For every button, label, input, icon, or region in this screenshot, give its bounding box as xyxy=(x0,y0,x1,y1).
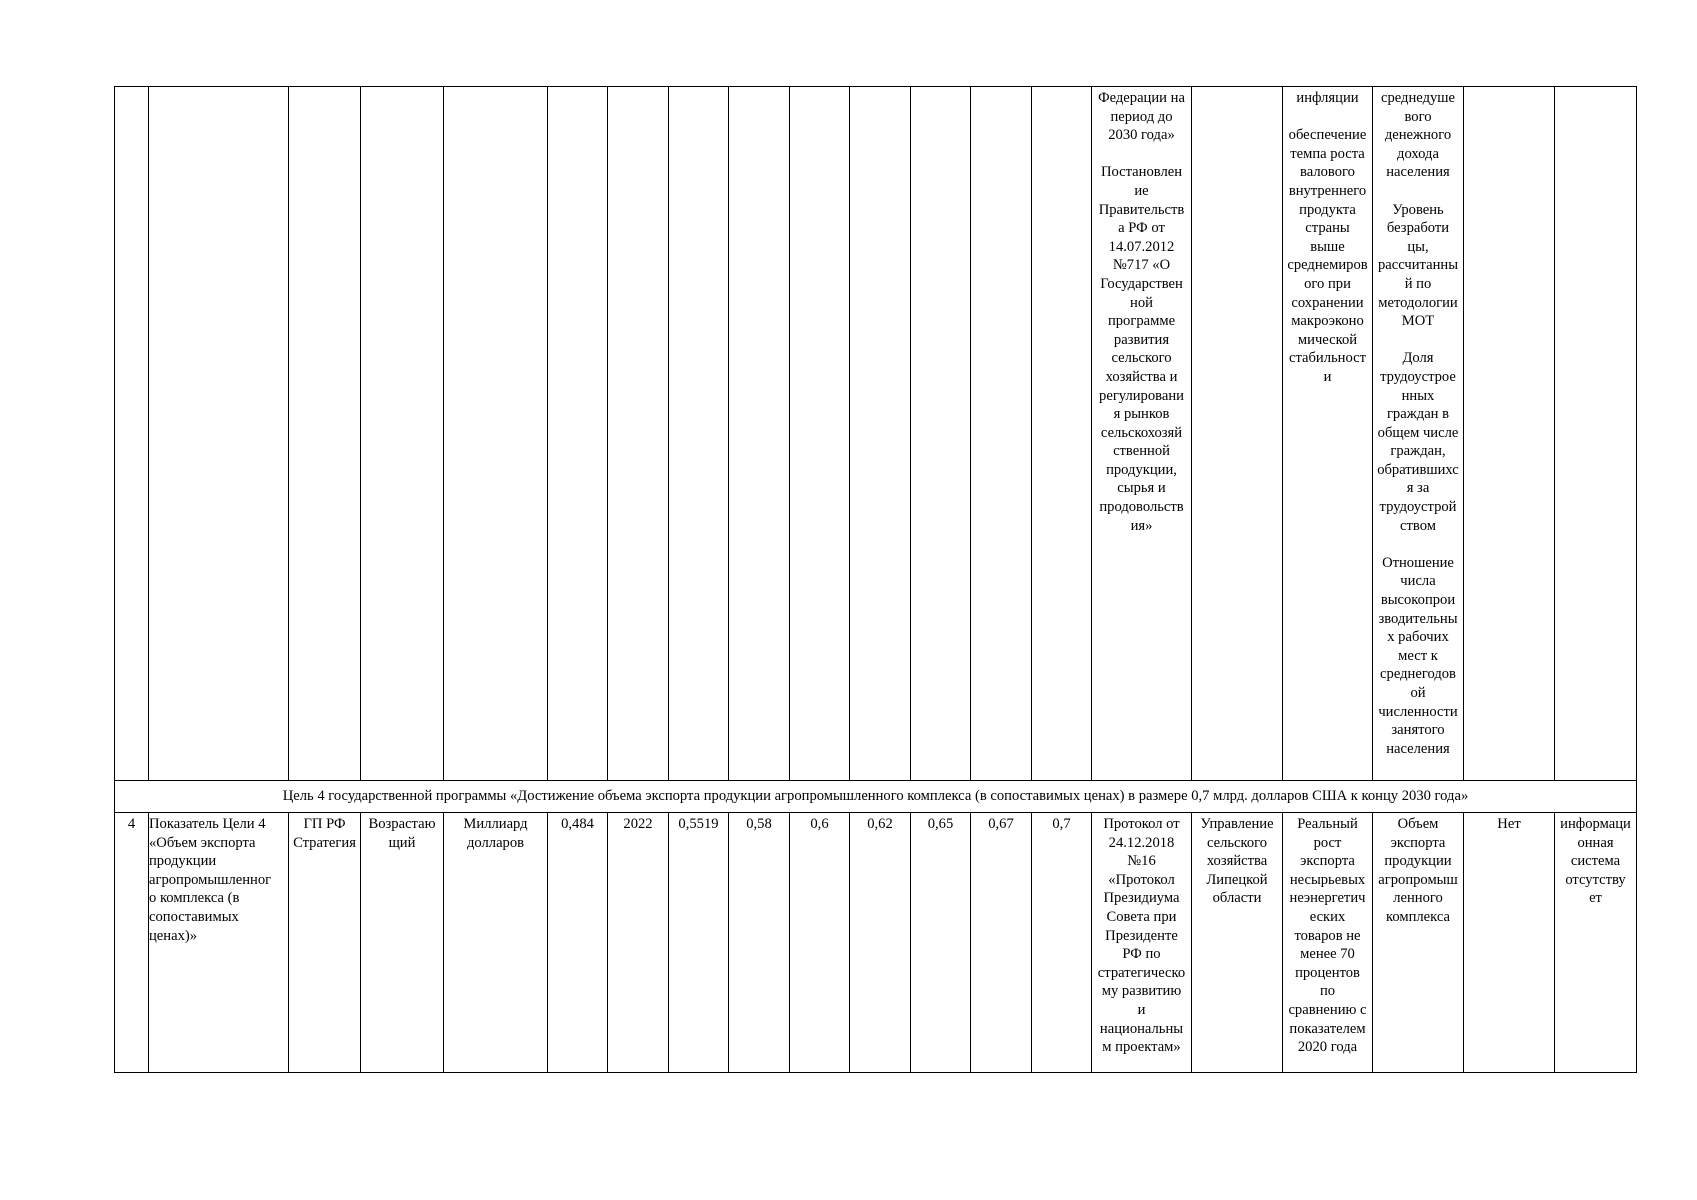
cell-empty xyxy=(115,87,149,781)
national-indicator-link: Объем экспорта продукции агропромыш ленного комплекса xyxy=(1378,816,1458,925)
indicator-unit: Миллиард долларов xyxy=(463,816,528,851)
cell-base-year xyxy=(608,813,669,1073)
cell-national-indicators xyxy=(1373,87,1464,781)
cell-empty xyxy=(289,87,361,781)
cell-empty xyxy=(729,87,790,781)
cell-value-7 xyxy=(1032,813,1092,1073)
cell-empty xyxy=(444,87,548,781)
cell-value-6 xyxy=(971,813,1032,1073)
goal-heading: Цель 4 государственной программы «Достижение объема экспорта продукции агропромышленного комплекса (в сопоставимых ценах) в размере 0,7 млрд. долларов США к концу 2030 года» xyxy=(115,781,1637,813)
cell-number xyxy=(115,813,149,1073)
cell-empty xyxy=(548,87,608,781)
cell-national-indicator-link xyxy=(1373,813,1464,1073)
base-year: 2022 xyxy=(623,816,653,832)
indicator-level: ГП РФ Стратегия xyxy=(293,816,356,851)
cell-document xyxy=(1092,813,1192,1073)
value-5: 0,65 xyxy=(927,816,954,832)
table-row-indicator xyxy=(115,813,1637,1073)
cell-responsible xyxy=(1192,813,1283,1073)
cell-level xyxy=(289,813,361,1073)
cell-value-3 xyxy=(790,813,850,1073)
cell-value-2 xyxy=(729,813,790,1073)
cell-empty xyxy=(608,87,669,781)
cell-empty xyxy=(1555,87,1637,781)
cell-gis-flag xyxy=(1464,813,1555,1073)
cell-value-5 xyxy=(911,813,971,1073)
cell-indicator-name xyxy=(149,813,289,1073)
cell-empty xyxy=(1192,87,1283,781)
value-7: 0,7 xyxy=(1052,816,1071,832)
cell-unit xyxy=(444,813,548,1073)
indicator-trend: Возрастаю щий xyxy=(368,816,436,851)
cell-empty xyxy=(1032,87,1092,781)
base-value: 0,484 xyxy=(561,816,594,832)
national-indicators-text: среднедуше вого денежного дохода населения Уровень безработи цы, рассчитанны й по методологии МОТ Доля трудоустрое нных граждан в общем числе граждан, обратившихс я за трудоустрой ством Отношение числа высокопрои зводительны х рабочих мест к среднегодов ой численности занятого населения xyxy=(1377,90,1459,757)
table-row-goal xyxy=(115,781,1637,813)
cell-empty xyxy=(669,87,729,781)
table-row-continuation xyxy=(115,87,1637,781)
cell-empty xyxy=(971,87,1032,781)
cell-base-value xyxy=(548,813,608,1073)
cell-empty xyxy=(911,87,971,781)
cell-national-goal-link xyxy=(1283,813,1373,1073)
cell-value-1 xyxy=(669,813,729,1073)
national-goal-text: инфляции обеспечение темпа роста валового внутреннего продукта страны выше среднемиров ого при сохранении макроэконо мической стабильност и xyxy=(1287,90,1368,385)
cell-legal-basis xyxy=(1092,87,1192,781)
value-6: 0,67 xyxy=(988,816,1014,832)
cell-trend xyxy=(361,813,444,1073)
indicators-table xyxy=(114,86,1637,1073)
legal-basis-text: Федерации на период до 2030 года» Постановлен ие Правительств а РФ от 14.07.2012 №717 «О Государствен ной программе развития сельского хозяйства и регулировани я рынков сельскохозяй ственной продукции, сырья и продовольств ия» xyxy=(1098,90,1185,534)
value-4: 0,62 xyxy=(867,816,893,832)
basis-document: Протокол от 24.12.2018 №16 «Протокол Президиума Совета при Президенте РФ по стратегическо му развитию и национальны м проектам» xyxy=(1097,816,1186,1056)
indicator-name: Показатель Цели 4 «Объем экспорта продукции агропромышленног о комплекса (в сопоставимых ценах)» xyxy=(149,816,272,944)
national-goal-link: Реальный рост экспорта несырьевых неэнергетич еских товаров не менее 70 процентов по сравнению с показателем 2020 года xyxy=(1288,816,1367,1056)
info-system: информаци онная система отсутству ет xyxy=(1560,816,1631,907)
cell-empty xyxy=(361,87,444,781)
cell-info-system xyxy=(1555,813,1637,1073)
cell-empty xyxy=(149,87,289,781)
cell-empty xyxy=(790,87,850,781)
gis-flag: Нет xyxy=(1497,816,1521,832)
cell-empty xyxy=(1464,87,1555,781)
responsible-body: Управление сельского хозяйства Липецкой области xyxy=(1200,816,1274,907)
value-1: 0,5519 xyxy=(678,816,719,832)
cell-empty xyxy=(850,87,911,781)
cell-value-4 xyxy=(850,813,911,1073)
value-2: 0,58 xyxy=(746,816,772,832)
cell-national-goal xyxy=(1283,87,1373,781)
row-number: 4 xyxy=(127,816,136,832)
value-3: 0,6 xyxy=(810,816,829,832)
